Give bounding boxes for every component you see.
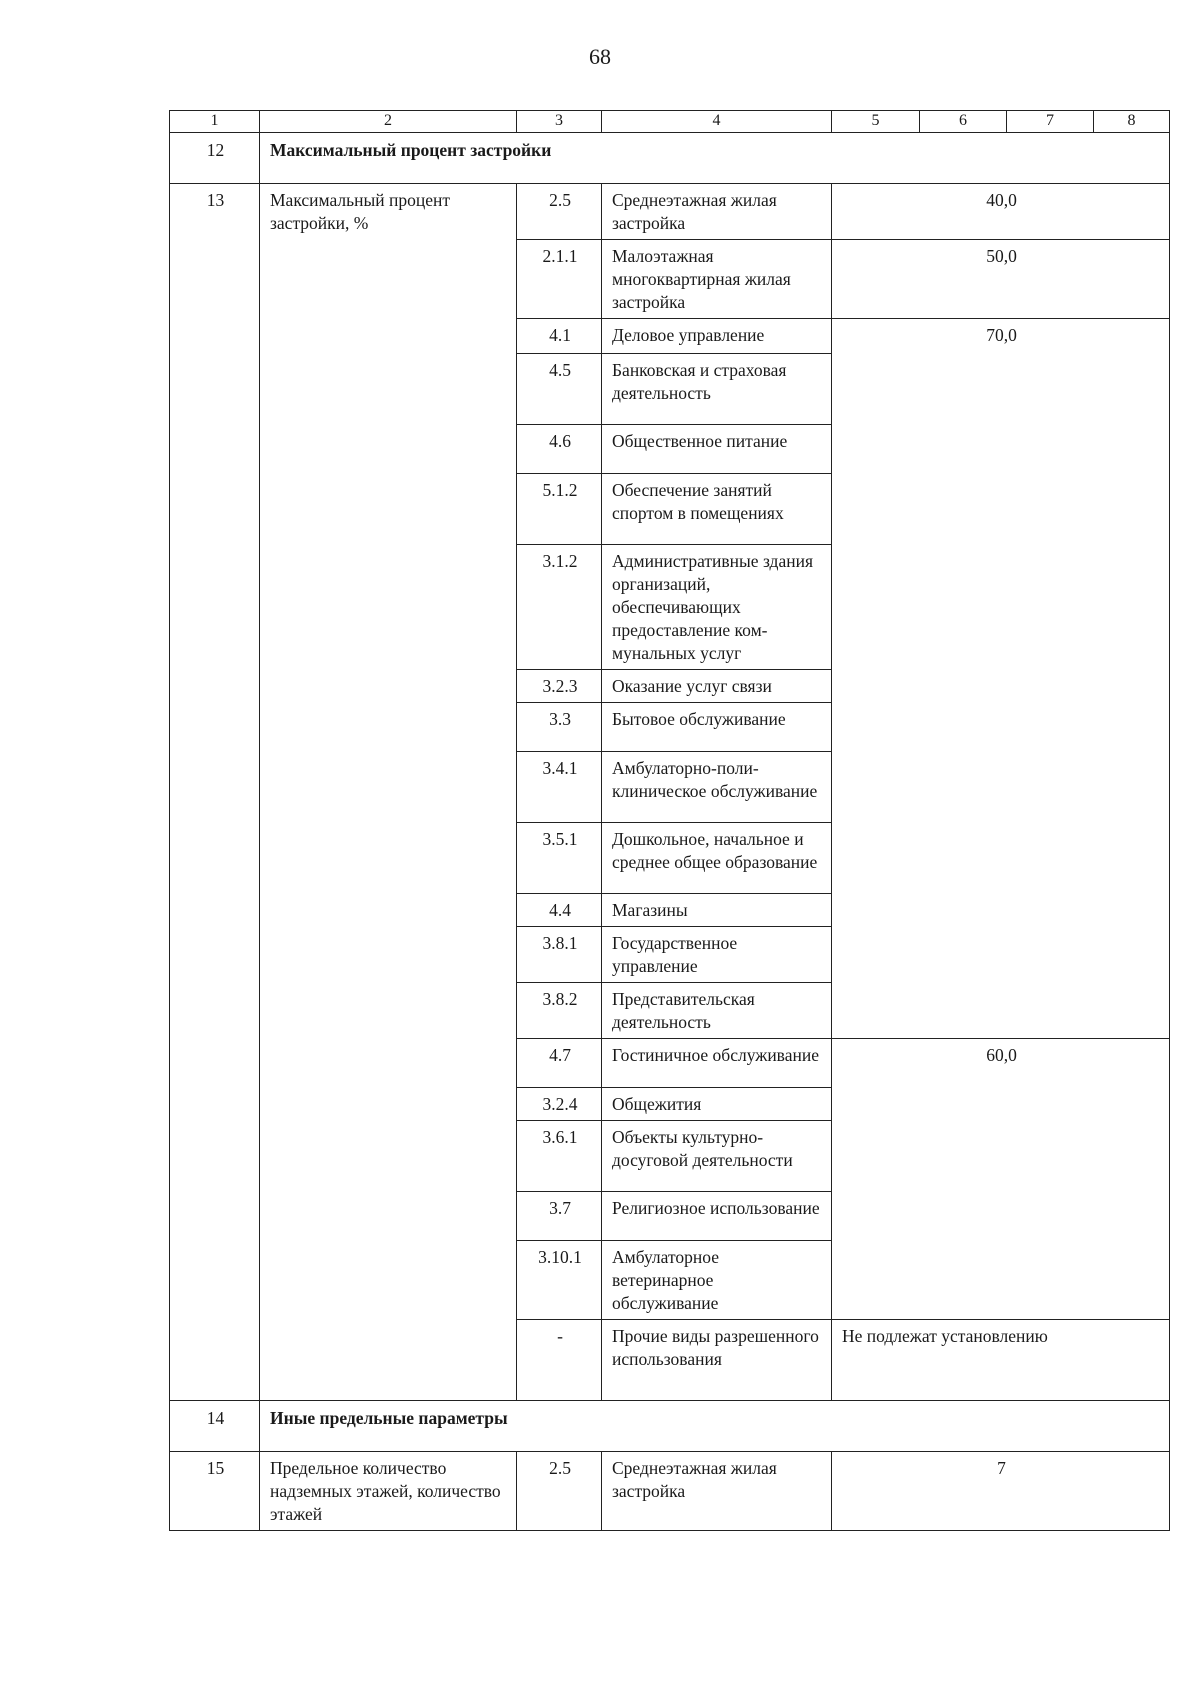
- row-number: 13: [170, 184, 260, 1401]
- use-name: Оказание услуг связи: [602, 670, 832, 703]
- use-code: 3.2.4: [517, 1088, 602, 1121]
- use-name: Среднеэтажная жилая застройка: [602, 184, 832, 240]
- page-number: 68: [589, 44, 611, 69]
- header-cell: 4: [602, 111, 832, 133]
- row-number: 15: [170, 1452, 260, 1531]
- section-row: [170, 1401, 1170, 1452]
- header-cell: 3: [517, 111, 602, 133]
- use-code: 3.2.3: [517, 670, 602, 703]
- use-name: Общественное питание: [602, 425, 832, 474]
- section-title: Максимальный процент застройки: [260, 133, 1170, 184]
- use-name: Среднеэтажная жилая застройка: [602, 1452, 832, 1531]
- use-name: Банковская и страховая деятельность: [602, 354, 832, 425]
- use-code: 4.5: [517, 354, 602, 425]
- use-code: 4.6: [517, 425, 602, 474]
- header-cell: 7: [1007, 111, 1094, 133]
- use-name: Деловое управление: [602, 319, 832, 354]
- use-name: Малоэтажная многоквартирная жилая застройка: [602, 240, 832, 319]
- use-name: Общежития: [602, 1088, 832, 1121]
- use-name: Объекты культурно-досуговой деятельности: [602, 1121, 832, 1192]
- use-code: 2.5: [517, 1452, 602, 1531]
- regulations-table: [169, 110, 1170, 1531]
- header-cell: 8: [1094, 111, 1170, 133]
- header-row: [170, 111, 1170, 133]
- row-number: 14: [170, 1401, 260, 1452]
- max-floors-value: 7: [832, 1452, 1170, 1531]
- section-row: [170, 133, 1170, 184]
- use-code: 2.5: [517, 184, 602, 240]
- use-name: Амбулаторное ветеринарное обслуживание: [602, 1241, 832, 1320]
- use-code: 5.1.2: [517, 474, 602, 545]
- use-name: Государственное управление: [602, 927, 832, 983]
- use-code: 3.7: [517, 1192, 602, 1241]
- use-code: 4.1: [517, 319, 602, 354]
- use-name: Представительская деятельность: [602, 983, 832, 1039]
- header-cell: 2: [260, 111, 517, 133]
- max-percent-value: 60,0: [832, 1039, 1170, 1320]
- use-code: 3.4.1: [517, 752, 602, 823]
- use-name: Дошкольное, начальное и среднее общее образование: [602, 823, 832, 894]
- parameter-name: Максимальный процент застройки, %: [260, 184, 517, 1401]
- use-code: 2.1.1: [517, 240, 602, 319]
- use-code: 4.7: [517, 1039, 602, 1088]
- row-number: 12: [170, 133, 260, 184]
- use-code: 3.1.2: [517, 545, 602, 670]
- max-percent-value: 70,0: [832, 319, 1170, 1039]
- use-name: Магазины: [602, 894, 832, 927]
- use-code: 4.4: [517, 894, 602, 927]
- use-code: 3.10.1: [517, 1241, 602, 1320]
- use-name: Религиозное использование: [602, 1192, 832, 1241]
- table-row: [170, 1452, 1170, 1531]
- use-name: Обеспечение занятий спортом в помещениях: [602, 474, 832, 545]
- use-code: 3.5.1: [517, 823, 602, 894]
- use-name: Прочие виды разрешенного использования: [602, 1320, 832, 1401]
- parameter-name: Предельное количество надземных этажей, количество этажей: [260, 1452, 517, 1531]
- value-text: Не подлежат установлению: [832, 1320, 1170, 1401]
- use-code: 3.8.2: [517, 983, 602, 1039]
- header-cell: 5: [832, 111, 920, 133]
- use-name: Амбулаторно-поли-клиническое обслуживание: [602, 752, 832, 823]
- use-name: Гостиничное обслуживание: [602, 1039, 832, 1088]
- table-row: [170, 184, 1170, 240]
- use-code: 3.3: [517, 703, 602, 752]
- max-percent-value: 50,0: [832, 240, 1170, 319]
- header-cell: 1: [170, 111, 260, 133]
- max-percent-value: 40,0: [832, 184, 1170, 240]
- use-name: Бытовое обслуживание: [602, 703, 832, 752]
- section-title: Иные предельные параметры: [260, 1401, 1170, 1452]
- use-code: 3.8.1: [517, 927, 602, 983]
- use-name: Административные здания организаций, обеспечивающих предоставление ком-мунальных услуг: [602, 545, 832, 670]
- use-code: -: [517, 1320, 602, 1401]
- header-cell: 6: [920, 111, 1007, 133]
- use-code: 3.6.1: [517, 1121, 602, 1192]
